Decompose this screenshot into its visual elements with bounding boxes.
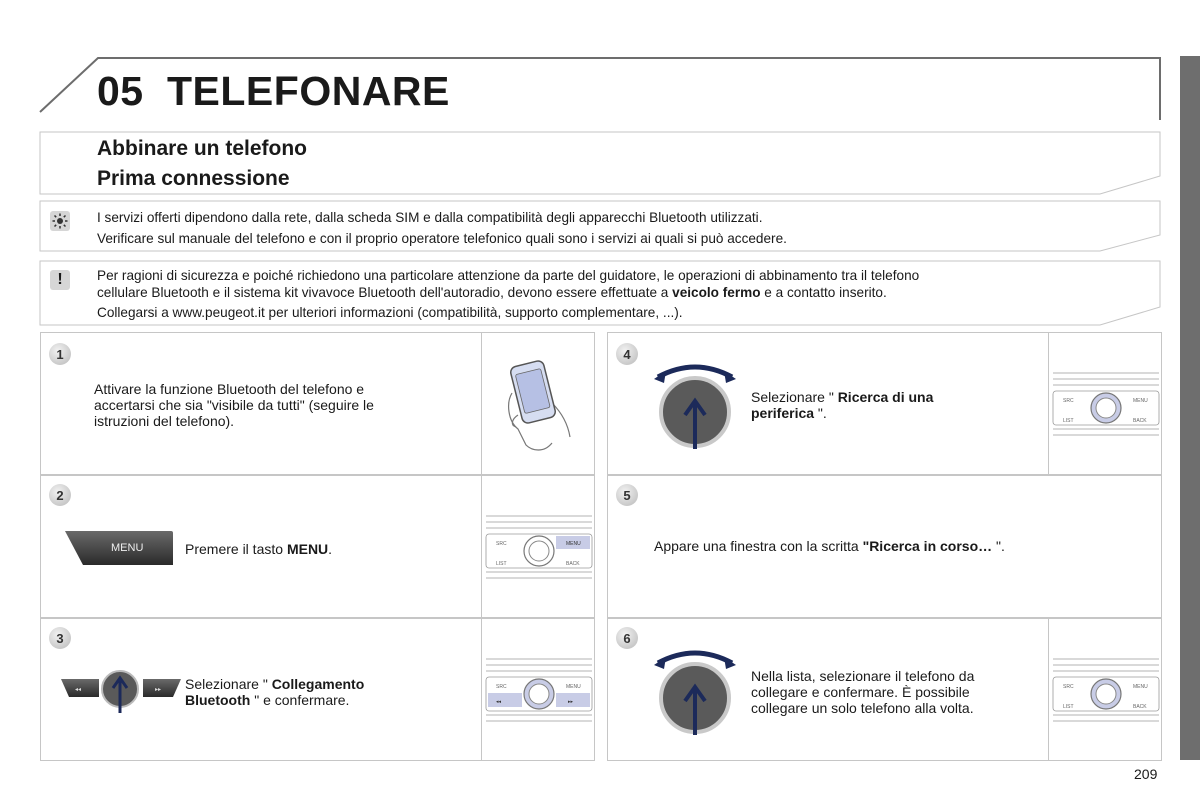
svg-text:▸▸: ▸▸: [568, 699, 574, 705]
step-1-text: Attivare la funzione Bluetooth del telefono e accertarsi che sia "visibile da tutti" (seguire le istruzioni del telefono).: [94, 381, 374, 429]
svg-text:SRC: SRC: [496, 541, 507, 547]
svg-text:◂◂: ◂◂: [496, 699, 502, 705]
svg-text:BACK: BACK: [1133, 704, 1147, 710]
svg-text:LIST: LIST: [1063, 418, 1074, 424]
radio-panel-thumbnail: [1048, 333, 1162, 474]
sun-icon: [50, 211, 70, 231]
step-2-panel: [40, 475, 595, 618]
step-number-badge: 5: [616, 484, 638, 506]
step-number-badge: 6: [616, 627, 638, 649]
radio-panel-thumbnail: [1048, 619, 1162, 760]
page-number: 209: [1134, 766, 1158, 782]
radio-knob-highlight-icon: [1049, 333, 1163, 474]
step-4-text: Selezionare " Ricerca di una periferica ".: [751, 389, 934, 421]
svg-text:MENU: MENU: [1133, 398, 1148, 404]
svg-text:▸▸: ▸▸: [155, 687, 162, 693]
step-4-panel: [607, 332, 1162, 475]
warning-note-line: Per ragioni di sicurezza e poiché richiedono una particolare attenzione da parte del guidatore, le operazioni di abbinamento tra il telefono: [97, 268, 920, 283]
warning-icon: !: [50, 270, 70, 290]
svg-text:SRC: SRC: [1063, 398, 1074, 404]
section-title: Abbinare un telefono: [97, 137, 307, 160]
radio-knob-highlight-icon: [1049, 619, 1163, 760]
radio-arrows-highlight-icon: [482, 619, 596, 760]
step-5-text: Appare una finestra con la scritta "Ricerca in corso… ".: [654, 538, 1005, 554]
svg-text:MENU: MENU: [566, 684, 581, 690]
step-6-panel: [607, 618, 1162, 761]
prev-next-knob-control[interactable]: [59, 667, 183, 715]
step-5-panel: [607, 475, 1162, 618]
step-3-panel: [40, 618, 595, 761]
step-number-badge: 3: [49, 627, 71, 649]
warning-note-line: cellulare Bluetooth e il sistema kit vivavoce Bluetooth dell'autoradio, devono essere effettuate a veicolo fermo e a contatto inserito.: [97, 285, 887, 300]
chapter-title: TELEFONARE: [167, 68, 450, 114]
section-subtitle: Prima connessione: [97, 167, 290, 190]
rotary-knob-icon[interactable]: [652, 353, 738, 453]
svg-text:LIST: LIST: [496, 561, 507, 567]
svg-text:SRC: SRC: [496, 684, 507, 690]
svg-text:SRC: SRC: [1063, 684, 1074, 690]
chapter-number: 05: [97, 68, 144, 114]
radio-panel-thumbnail: [481, 619, 595, 760]
svg-text:MENU: MENU: [566, 541, 581, 547]
svg-text:LIST: LIST: [1063, 704, 1074, 710]
rotary-knob-icon[interactable]: [652, 639, 738, 739]
step-6-text: Nella lista, selezionare il telefono da collegare e confermare. È possibile collegare un solo telefono alla volta.: [751, 668, 975, 716]
step-1-panel: [40, 332, 595, 475]
warning-note-line: Collegarsi a www.peugeot.it per ulteriori informazioni (compatibilità, supporto complementare, ...).: [97, 305, 683, 320]
radio-panel-thumbnail: [481, 476, 595, 617]
svg-text:◂◂: ◂◂: [75, 687, 82, 693]
svg-text:MENU: MENU: [1133, 684, 1148, 690]
svg-text:BACK: BACK: [566, 561, 580, 567]
hand-phone-icon: [482, 333, 596, 474]
step-number-badge: 2: [49, 484, 71, 506]
step-3-text: Selezionare " Collegamento Bluetooth " e confermare.: [185, 676, 365, 708]
chapter-side-tab: [1180, 56, 1200, 760]
info-note-line: Verificare sul manuale del telefono e con il proprio operatore telefonico quali sono i servizi ai quali si può accedere.: [97, 231, 787, 246]
radio-menu-highlight-icon: [482, 476, 596, 617]
menu-button-label: MENU: [111, 542, 144, 554]
step-number-badge: 1: [49, 343, 71, 365]
info-note-line: I servizi offerti dipendono dalla rete, dalla scheda SIM e dalla compatibilità degli apparecchi Bluetooth utilizzati.: [97, 210, 763, 225]
step-number-badge: 4: [616, 343, 638, 365]
phone-illustration: [481, 333, 595, 474]
menu-button[interactable]: [65, 529, 173, 567]
step-2-text: Premere il tasto MENU.: [185, 541, 333, 557]
svg-text:BACK: BACK: [1133, 418, 1147, 424]
